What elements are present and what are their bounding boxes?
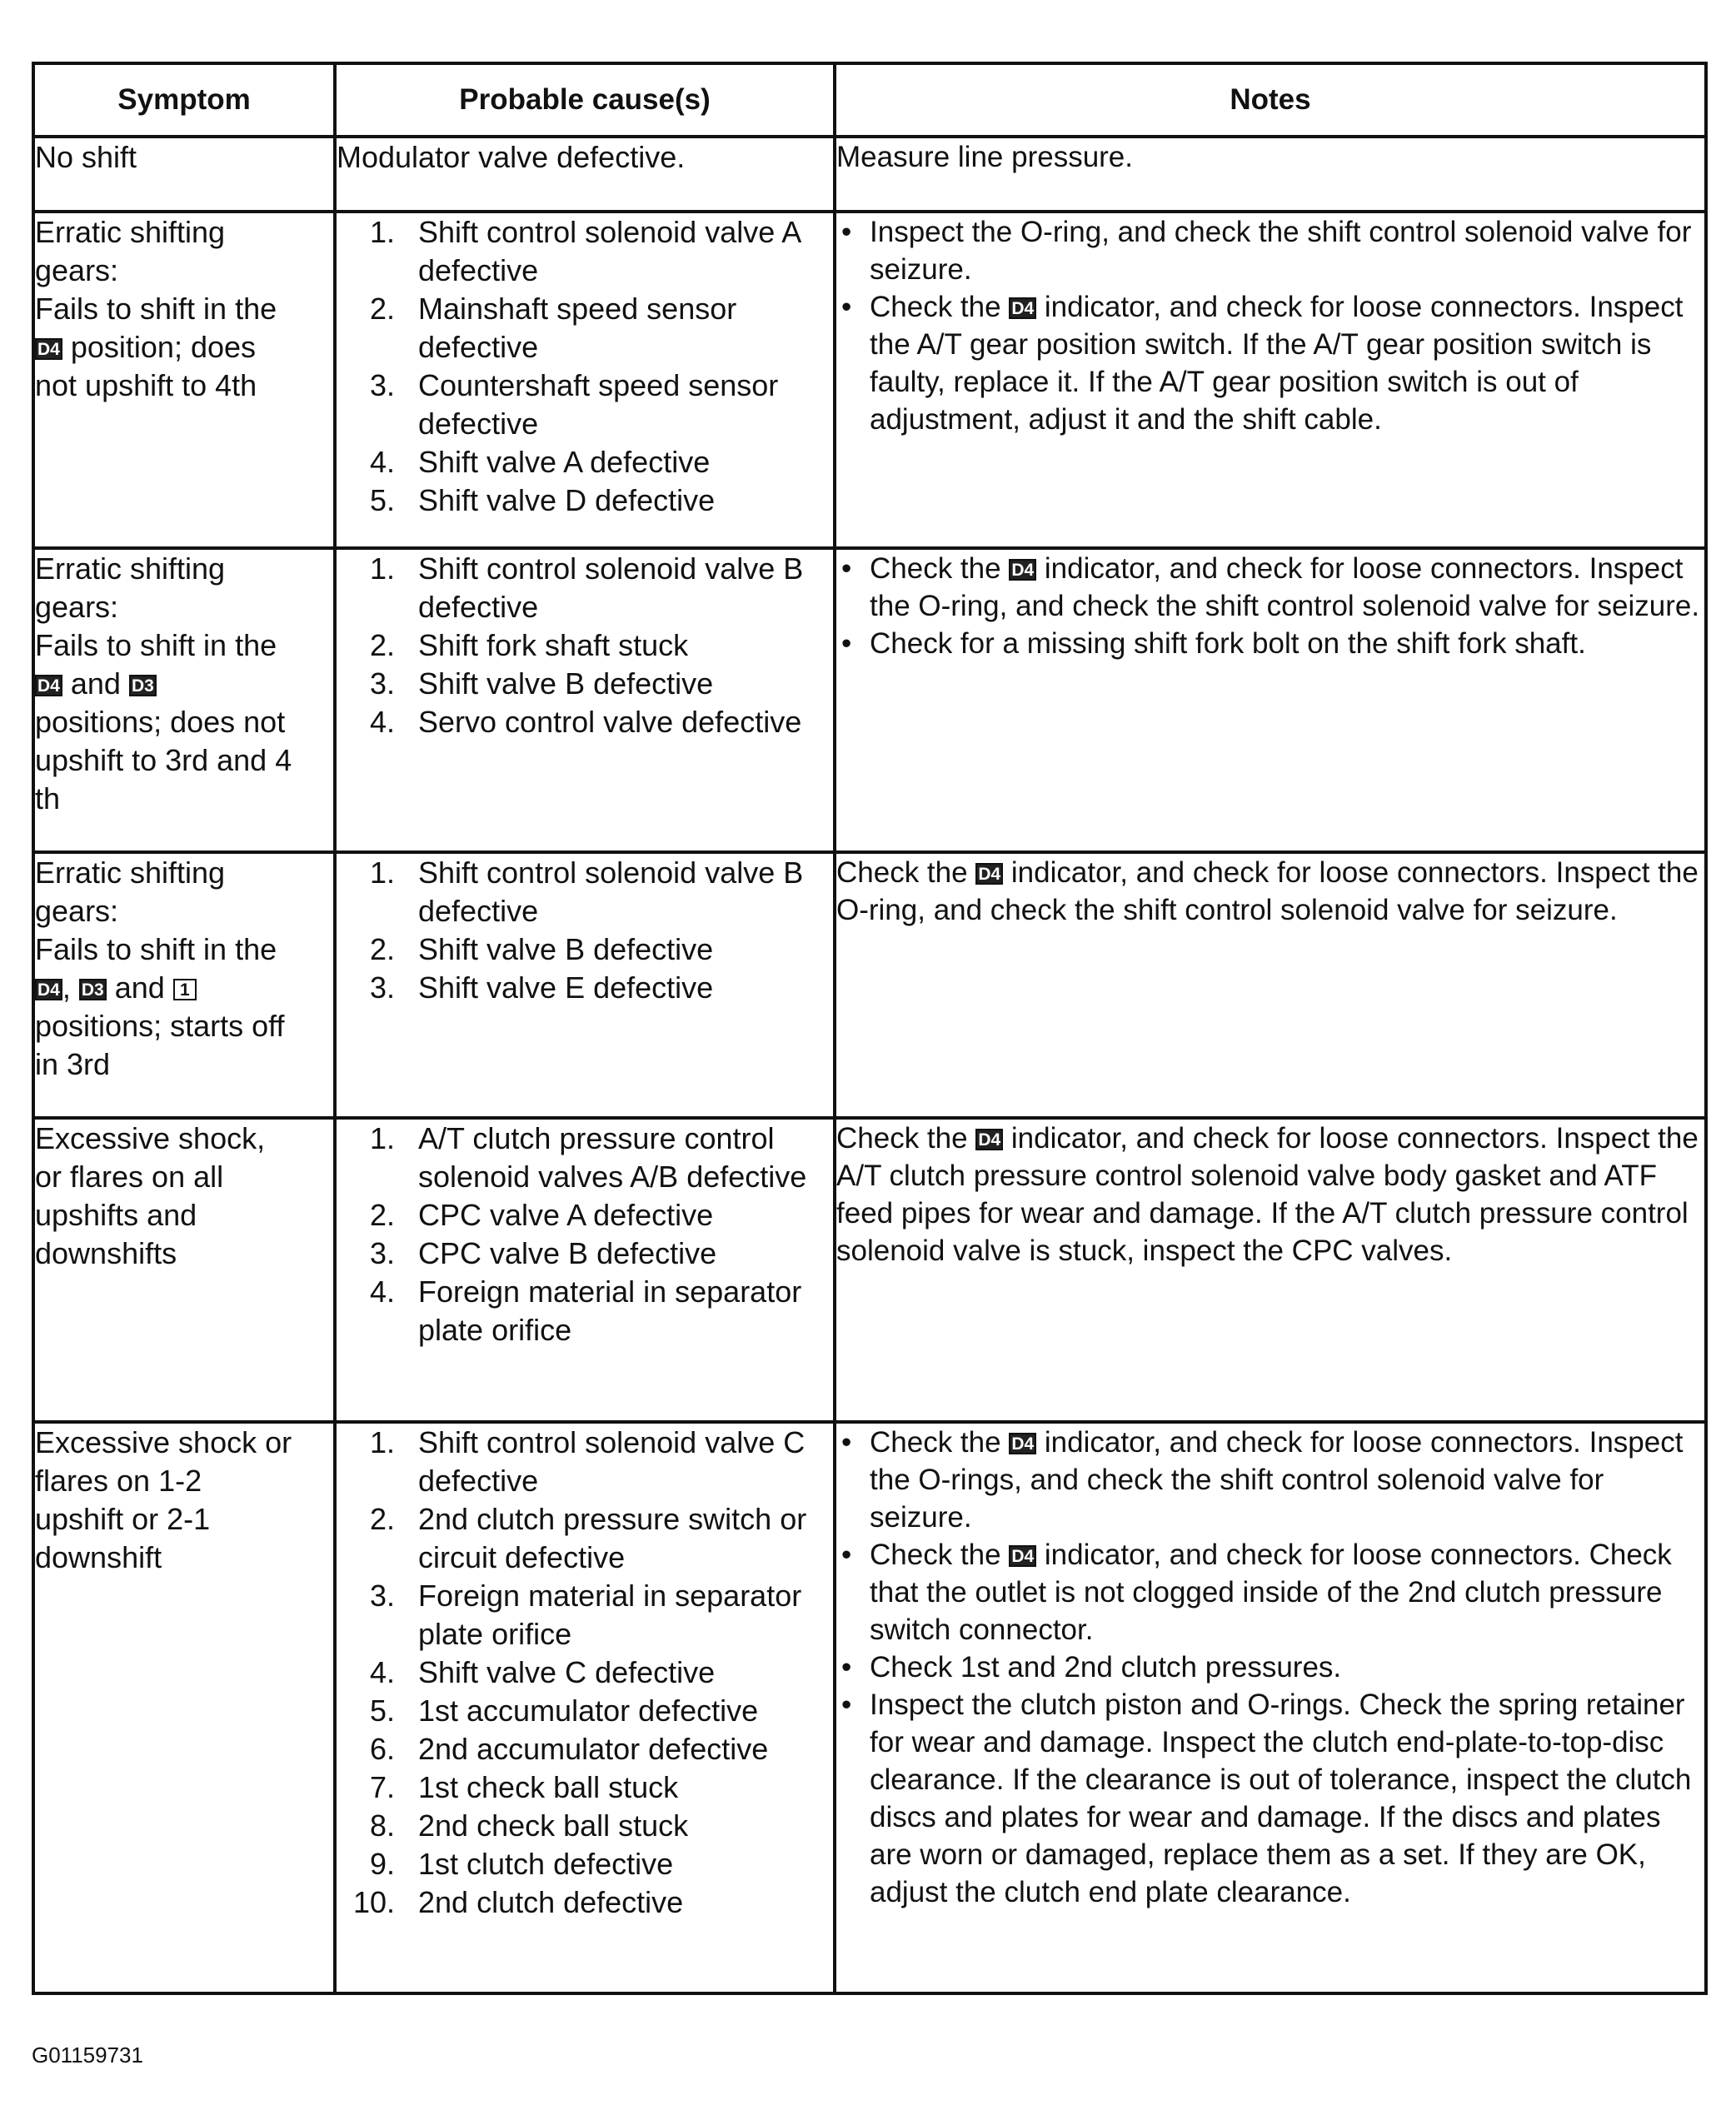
cause-item [337, 213, 833, 290]
note-item [836, 1649, 1704, 1686]
notes-list [836, 550, 1704, 662]
symptom-cell [33, 852, 335, 1118]
cause-number: 2. [369, 292, 395, 326]
symptom-line: not upshift to 4th [35, 368, 257, 402]
cause-text: Countershaft speed sensor defective [418, 368, 779, 441]
note-text: Check for a missing shift fork bolt on the shift fork shaft. [870, 627, 1586, 660]
cause-number: 3. [369, 1579, 395, 1613]
cause-cell [335, 137, 835, 212]
cause-text: Shift valve C defective [418, 1655, 716, 1689]
cause-item [337, 1273, 833, 1349]
cause-item [337, 1730, 833, 1768]
note-text: Check the D4 indicator, and check for loose connectors. Inspect the O-ring, and check the shift control solenoid valve for seizure. [870, 552, 1700, 622]
cause-number: 2. [369, 628, 395, 662]
symptom-line: gears: [35, 894, 119, 928]
cause-cell [335, 852, 835, 1118]
header-probable-causes: Probable cause(s) [335, 63, 835, 137]
cause-list [337, 1120, 833, 1349]
symptom-line: Excessive shock, [35, 1121, 266, 1155]
cause-item [337, 443, 833, 481]
cause-text: Shift valve D defective [418, 483, 716, 517]
cause-number: 1. [369, 551, 395, 586]
cause-item [337, 1768, 833, 1807]
position-d4-icon: D4 [35, 338, 62, 360]
cause-number: 4. [369, 445, 395, 479]
position-d4-icon: D4 [1009, 297, 1036, 319]
cause-number: 5. [369, 1693, 395, 1728]
cause-number: 4. [369, 1274, 395, 1309]
cause-number: 10. [352, 1885, 395, 1919]
symptom-line: gears: [35, 253, 119, 287]
symptom-line: Erratic shifting [35, 215, 226, 249]
cause-item [337, 550, 833, 626]
cause-number: 2. [369, 1502, 395, 1536]
cause-item [337, 1500, 833, 1577]
bullet-icon: • [841, 552, 852, 585]
cause-number: 7. [369, 1770, 395, 1804]
cause-text: Shift control solenoid valve B defective [418, 855, 804, 928]
cause-cell [335, 1118, 835, 1422]
cause-number: 3. [369, 666, 395, 701]
cause-list [337, 854, 833, 1007]
bullet-icon: • [841, 1426, 852, 1459]
cause-number: 3. [369, 368, 395, 402]
cause-number: 9. [369, 1847, 395, 1881]
header-row [33, 63, 1706, 137]
symptom-line: downshift [35, 1540, 162, 1574]
cause-item [337, 1807, 833, 1845]
note-item [836, 288, 1704, 438]
position-d3-icon: D3 [129, 675, 157, 696]
bullet-icon: • [841, 627, 852, 660]
cause-number: 5. [369, 483, 395, 517]
note-text: Inspect the clutch piston and O-rings. Check the spring retainer for wear and damage. Inspect the clutch end-plate-to-top-disc clearance. If the clearance is out of tolerance, inspect the clutch discs and plates for wear and damage. If the discs and plates are worn or damaged, replace them as a set. If they are OK, adjust the clutch end plate clearance. [870, 1688, 1692, 1908]
cause-number: 2. [369, 1198, 395, 1232]
symptom-line: D4 and D3 [35, 665, 333, 703]
bullet-icon: • [841, 1539, 852, 1571]
notes-cell [835, 852, 1706, 1118]
notes-list [836, 1424, 1704, 1911]
note-text: Check the D4 indicator, and check for loose connectors. Inspect the A/T clutch pressure control solenoid valve body gasket and ATF feed pipes for wear and damage. If the A/T clutch pressure control solenoid valve is stuck, inspect the CPC valves. [836, 1122, 1699, 1267]
cause-number: 2. [369, 932, 395, 966]
note-text: Check the D4 indicator, and check for loose connectors. Inspect the O-rings, and check the shift control solenoid valve for seizure. [870, 1426, 1684, 1534]
notes-cell [835, 212, 1706, 548]
cause-number: 4. [369, 1655, 395, 1689]
cause-item [337, 1196, 833, 1235]
cause-list [337, 1424, 833, 1922]
note-item [836, 625, 1704, 662]
position-d3-icon: D3 [79, 979, 107, 1000]
position-d4-icon: D4 [35, 979, 62, 1000]
cause-list [337, 213, 833, 520]
cause-number: 1. [369, 1121, 395, 1155]
cause-text: 1st check ball stuck [418, 1770, 679, 1804]
symptom-line: Fails to shift in the [35, 292, 277, 326]
cause-text: Shift control solenoid valve C defective [418, 1425, 806, 1498]
symptom-line: downshifts [35, 1236, 177, 1270]
cause-text: 2nd accumulator defective [418, 1732, 769, 1766]
table-row [33, 852, 1706, 1118]
note-item [836, 213, 1704, 288]
symptom-line: flares on 1-2 [35, 1464, 202, 1498]
position-1-icon: 1 [173, 979, 197, 1000]
table-body [33, 137, 1706, 1993]
position-d4-icon: D4 [975, 863, 1003, 885]
cause-text: Mainshaft speed sensor defective [418, 292, 737, 364]
cause-text: 2nd check ball stuck [418, 1808, 689, 1843]
bullet-icon: • [841, 1651, 852, 1684]
cause-text: Foreign material in separator plate orifice [418, 1274, 802, 1347]
cause-item [337, 1577, 833, 1654]
note-text: Check 1st and 2nd clutch pressures. [870, 1651, 1342, 1684]
symptom-line: D4 position; does [35, 328, 333, 367]
symptom-line: positions; does not [35, 705, 286, 739]
cause-text: Shift control solenoid valve B defective [418, 551, 804, 624]
table-row [33, 1422, 1706, 1993]
cause-item [337, 969, 833, 1007]
symptom-line: Fails to shift in the [35, 628, 277, 662]
table-row [33, 1118, 1706, 1422]
cause-item [337, 1120, 833, 1196]
cause-text: Shift valve B defective [418, 666, 714, 701]
cause-item [337, 1654, 833, 1692]
cause-text: Shift valve B defective [418, 932, 714, 966]
symptom-cell [33, 212, 335, 548]
note-text: Measure line pressure. [836, 141, 1133, 173]
symptom-cell [33, 137, 335, 212]
cause-cell [335, 1422, 835, 1993]
cause-number: 1. [369, 855, 395, 890]
symptom-line: or flares on all [35, 1160, 224, 1194]
header-notes: Notes [835, 63, 1706, 137]
cause-item [337, 1883, 833, 1922]
cause-text: 1st accumulator defective [418, 1693, 759, 1728]
cause-text: Shift control solenoid valve A defective [418, 215, 801, 287]
position-d4-icon: D4 [1009, 1433, 1036, 1454]
note-item [836, 1686, 1704, 1911]
symptom-cell [33, 1422, 335, 1993]
cause-text: Shift valve A defective [418, 445, 711, 479]
note-item [836, 1424, 1704, 1536]
cause-item [337, 665, 833, 703]
symptom-line: gears: [35, 590, 119, 624]
cause-item [337, 854, 833, 930]
cause-number: 1. [369, 215, 395, 249]
cause-text: CPC valve B defective [418, 1236, 717, 1270]
notes-cell [835, 1422, 1706, 1993]
cause-text: A/T clutch pressure control solenoid valves A/B defective [418, 1121, 807, 1194]
bullet-icon: • [841, 291, 852, 323]
cause-item [337, 1235, 833, 1273]
cause-text: 1st clutch defective [418, 1847, 674, 1881]
position-d4-icon: D4 [975, 1129, 1003, 1150]
cause-text: Foreign material in separator plate orifice [418, 1579, 802, 1651]
cause-number: 1. [369, 1425, 395, 1459]
symptom-line: th [35, 781, 61, 816]
note-text: Check the D4 indicator, and check for loose connectors. Check that the outlet is not clogged inside of the 2nd clutch pressure switch connector. [870, 1539, 1672, 1646]
symptom-line: Erratic shifting [35, 551, 226, 586]
note-item [836, 550, 1704, 625]
symptom-cell [33, 548, 335, 852]
bullet-icon: • [841, 1688, 852, 1721]
note-text: Inspect the O-ring, and check the shift control solenoid valve for seizure. [870, 216, 1692, 286]
symptom-line: D4, D3 and 1 [35, 969, 333, 1007]
position-d4-icon: D4 [1009, 559, 1036, 581]
cause-text: Modulator valve defective. [337, 140, 686, 174]
cause-item [337, 290, 833, 367]
cause-text: Shift fork shaft stuck [418, 628, 689, 662]
note-item [836, 1536, 1704, 1649]
notes-list [836, 213, 1704, 438]
cause-item [337, 703, 833, 741]
cause-number: 3. [369, 970, 395, 1005]
figure-code: G01159731 [32, 2043, 143, 2068]
cause-item [337, 1692, 833, 1730]
table-row [33, 212, 1706, 548]
notes-cell [835, 1118, 1706, 1422]
table-row [33, 548, 1706, 852]
symptom-cell [33, 1118, 335, 1422]
symptom-line: upshift or 2-1 [35, 1502, 211, 1536]
cause-text: CPC valve A defective [418, 1198, 714, 1232]
cause-cell [335, 212, 835, 548]
symptom-line: Fails to shift in the [35, 932, 277, 966]
cause-number: 4. [369, 705, 395, 739]
header-symptom: Symptom [33, 63, 335, 137]
cause-item [337, 1845, 833, 1883]
cause-item [337, 367, 833, 443]
bullet-icon: • [841, 216, 852, 248]
position-d4-icon: D4 [35, 675, 62, 696]
cause-item [337, 930, 833, 969]
cause-number: 6. [369, 1732, 395, 1766]
cause-item [337, 481, 833, 520]
note-text: Check the D4 indicator, and check for loose connectors. Inspect the A/T gear position switch. If the A/T gear position switch is faulty, replace it. If the A/T gear position switch is out of adjustment, adjust it and the shift cable. [870, 291, 1684, 436]
symptom-line: No shift [35, 140, 137, 174]
notes-cell [835, 137, 1706, 212]
note-text: Check the D4 indicator, and check for loose connectors. Inspect the O-ring, and check the shift control solenoid valve for seizure. [836, 856, 1699, 926]
cause-text: Servo control valve defective [418, 705, 802, 739]
cause-item [337, 1424, 833, 1500]
symptom-line: upshift to 3rd and 4 [35, 743, 292, 777]
symptom-line: in 3rd [35, 1047, 111, 1081]
cause-text: Shift valve E defective [418, 970, 714, 1005]
troubleshooting-table [32, 62, 1708, 1995]
cause-number: 8. [369, 1808, 395, 1843]
notes-cell [835, 548, 1706, 852]
cause-item [337, 626, 833, 665]
symptom-line: upshifts and [35, 1198, 197, 1232]
position-d4-icon: D4 [1009, 1545, 1036, 1567]
cause-text: 2nd clutch pressure switch or circuit defective [418, 1502, 807, 1574]
cause-number: 3. [369, 1236, 395, 1270]
symptom-line: Erratic shifting [35, 855, 226, 890]
symptom-line: positions; starts off [35, 1009, 285, 1043]
cause-text: 2nd clutch defective [418, 1885, 684, 1919]
table-row [33, 137, 1706, 212]
symptom-line: Excessive shock or [35, 1425, 292, 1459]
cause-cell [335, 548, 835, 852]
cause-list [337, 550, 833, 741]
